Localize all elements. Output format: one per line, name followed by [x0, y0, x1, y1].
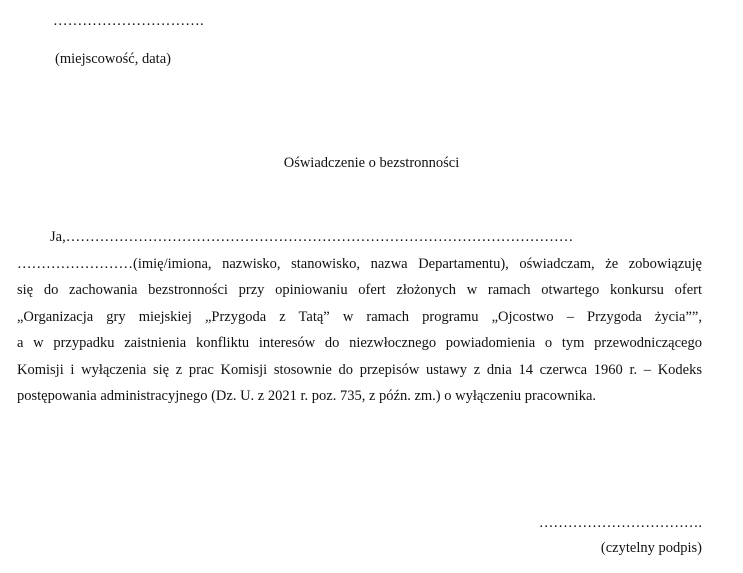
- document-title: Oświadczenie o bezstronności: [283, 155, 460, 171]
- signature-label: (czytelny podpis): [600, 540, 702, 556]
- body-line-2: ……………………(imię/imiona, nazwisko, stanowisko, nazwa Departamentu), oświadczam, że zobowiązuję: [17, 255, 702, 272]
- declaration-body: [17, 224, 702, 410]
- body-line-1: Ja,……………………………………………………………………………………………: [50, 229, 574, 245]
- body-line-6: Komisji i wyłączenia się z prac Komisji stosownie do przepisów ustawy z dnia 14 czerwca 1960 r. – Kodeks: [17, 361, 702, 378]
- body-line-3: się do zachowania bezstronności przy opiniowaniu ofert złożonych w ramach otwartego konkursu ofert: [17, 282, 702, 298]
- body-line-7: postępowania administracyjnego (Dz. U. z 2021 r. poz. 735, z późn. zm.) o wyłączeniu pracownika.: [17, 388, 597, 404]
- place-date-line: ………………………….: [53, 13, 204, 29]
- signature-line: …………………………….: [538, 515, 702, 531]
- body-line-4: „Organizacja gry miejskiej „Przygoda z Tatą” w ramach programu „Ojcostwo – Przygoda życia””,: [17, 308, 702, 325]
- place-date-label: (miejscowość, data): [55, 51, 171, 67]
- body-line-5: a w przypadku zaistnienia konfliktu interesów do niezwłocznego powiadomienia o tym przewodniczącego: [17, 335, 702, 351]
